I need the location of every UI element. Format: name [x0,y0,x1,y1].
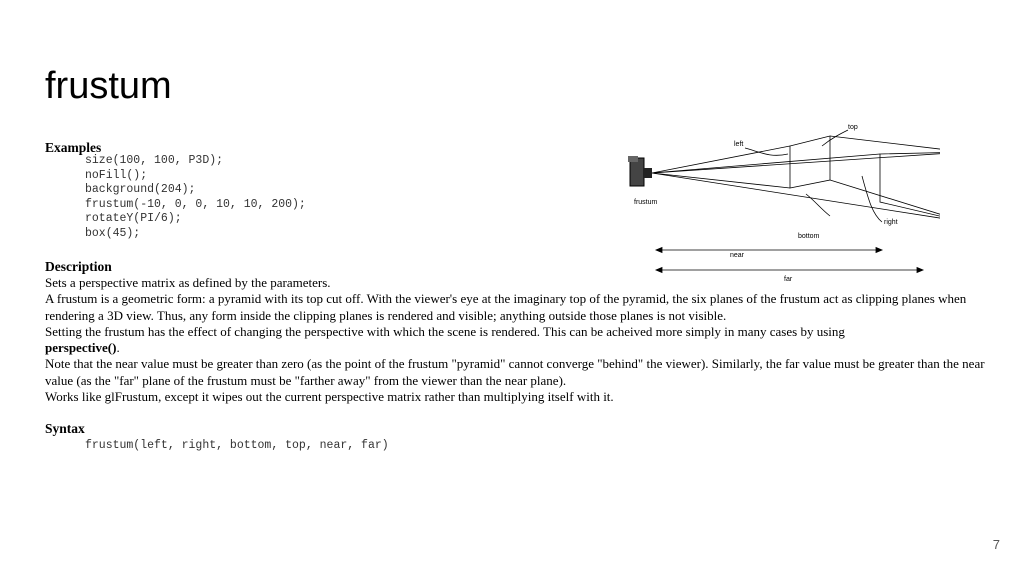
dimension-arrows [656,248,923,273]
frustum-lines [652,136,940,222]
code-line: background(204); [85,183,196,197]
perspective-link[interactable]: perspective() [45,340,117,356]
label-frustum: frustum [634,199,658,206]
camera-icon [628,156,652,186]
description-line [45,324,990,357]
description-heading: Description [45,259,112,274]
description-line: A frustum is a geometric form: a pyramid with its top cut off. With the viewer's eye at the imaginary top of the pyramid, the six planes of the frustum act as clipping planes when rendering a 3D view. Thus, any form inside the clipping planes is rendered and visible; anything outside those planes is not visible. [45,291,967,323]
frustum-diagram [620,118,940,286]
code-line: box(45); [85,226,141,240]
callout-arrows [745,130,882,222]
slide-title: frustum [45,65,172,107]
description-text: Setting the frustum has the effect of changing the perspective with which the scene is rendered. This can be acheived more simply in many cases by using [45,323,845,339]
syntax-code: frustum(left, right, bottom, top, near, far) [85,439,389,452]
label-left: left [734,141,744,148]
description-body [45,275,990,405]
label-right: right [884,219,898,226]
code-line: frustum(-10, 0, 0, 10, 10, 200); [85,197,306,211]
code-line: rotateY(PI/6); [85,212,182,226]
description-line: Sets a perspective matrix as defined by the parameters. [45,275,331,290]
code-line: noFill(); [85,168,148,182]
code-line: size(100, 100, P3D); [85,154,224,167]
label-bottom: bottom [798,233,820,240]
page-number: 7 [992,537,1000,552]
description-text: . [116,340,120,356]
examples-code-block [85,154,306,242]
label-top: top [848,124,858,131]
description-line: Works like glFrustum, except it wipes out the current perspective matrix rather than multiplying itself with it. [45,389,614,405]
examples-heading: Examples [45,140,102,155]
label-near: near [730,252,745,259]
label-far: far [784,276,793,283]
syntax-heading: Syntax [45,421,85,436]
description-line: Note that the near value must be greater than zero (as the point of the frustum "pyramid" cannot converge "behind" the viewer). Similarly, the far value must be greater than the near value (as the "far" plane of the frustum must be "farther away" from the viewer than the near plane). [45,356,985,388]
